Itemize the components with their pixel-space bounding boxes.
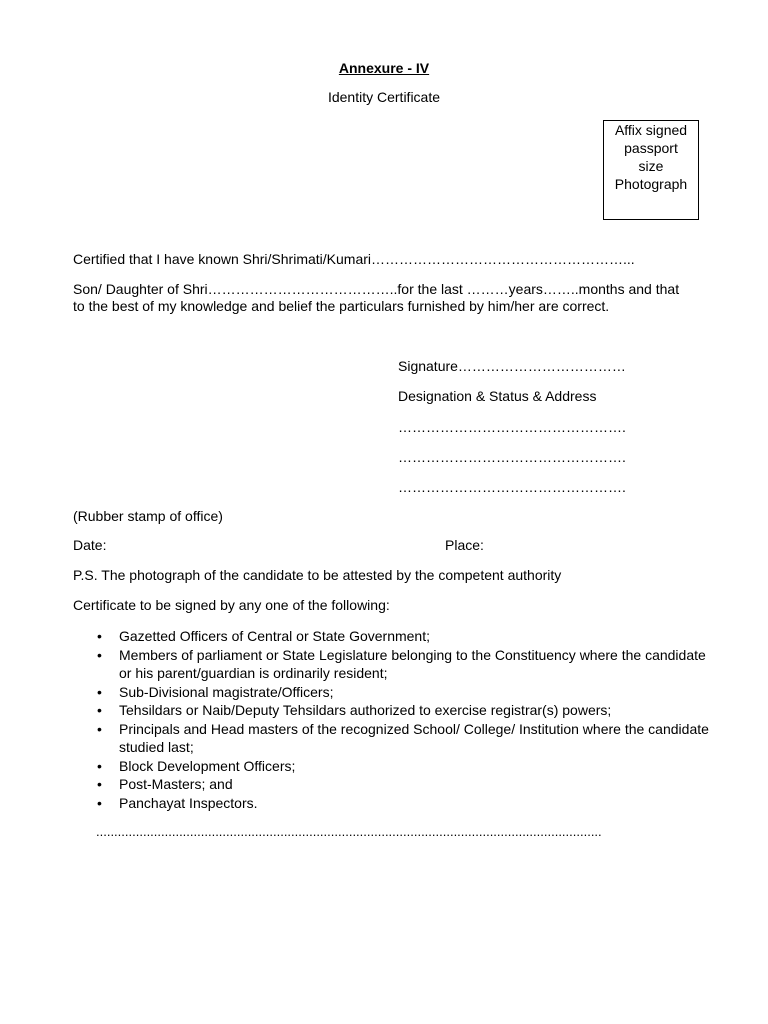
bullet-icon: • [97, 720, 102, 737]
list-item-text: Gazetted Officers of Central or State Government; [119, 628, 430, 644]
signers-list [73, 627, 719, 812]
place-label: Place: [445, 537, 484, 553]
knowledge-line: to the best of my knowledge and belief the particulars furnished by him/her are correct. [73, 298, 610, 314]
address-dotted-line: …………………………………………. [398, 449, 626, 465]
list-item-text: Members of parliament or State Legislature belonging to the Constituency where the candidate or his parent/guardian is ordinarily resident; [119, 646, 706, 681]
list-item [97, 775, 719, 794]
list-item [97, 646, 719, 683]
photo-box-line: Photograph [614, 176, 688, 192]
end-dotted-line: ............................................................................................................................................ [96, 824, 602, 839]
list-item-text: Post-Masters; and [119, 776, 233, 792]
ps-note: P.S. The photograph of the candidate to be attested by the competent authority [73, 567, 562, 583]
list-item [97, 757, 719, 776]
list-item [97, 683, 719, 702]
son-daughter-line: Son/ Daughter of Shri…………………………………..for the last ………years……..months and that [73, 281, 680, 297]
signers-intro: Certificate to be signed by any one of the following: [73, 597, 390, 613]
bullet-icon: • [97, 794, 102, 811]
list-item-text: Block Development Officers; [119, 757, 296, 774]
list-item [97, 794, 719, 813]
address-dotted-line: …………………………………………. [398, 479, 626, 495]
page-title: Annexure - IV [338, 60, 430, 76]
bullet-icon: • [97, 628, 102, 644]
bullet-icon: • [97, 776, 102, 792]
photo-placeholder-box [603, 120, 699, 220]
bullet-icon: • [97, 702, 102, 718]
date-label: Date: [73, 537, 107, 553]
list-item [97, 701, 719, 720]
list-item-text: Tehsildars or Naib/Deputy Tehsildars authorized to exercise registrar(s) powers; [119, 702, 612, 718]
photo-box-line: Affix signed [614, 122, 688, 138]
bullet-icon: • [97, 683, 102, 700]
list-item-text: Panchayat Inspectors. [119, 794, 258, 811]
page-subtitle: Identity Certificate [327, 89, 441, 105]
photo-box-line: size [638, 158, 664, 174]
bullet-icon: • [97, 757, 102, 774]
list-item [97, 627, 719, 646]
photo-box-line: passport [624, 140, 678, 156]
signature-field: Signature……………………………… [398, 358, 626, 374]
designation-label: Designation & Status & Address [398, 388, 597, 404]
bullet-icon: • [97, 646, 102, 663]
certified-line: Certified that I have known Shri/Shrimati/Kumari………………………………………………... [73, 251, 635, 267]
address-dotted-line: …………………………………………. [398, 419, 626, 435]
list-item [97, 720, 719, 757]
rubber-stamp-label: (Rubber stamp of office) [73, 508, 223, 524]
list-item-text: Principals and Head masters of the recognized School/ College/ Institution where the candidate studied last; [119, 720, 709, 755]
list-item-text: Sub-Divisional magistrate/Officers; [119, 683, 334, 700]
